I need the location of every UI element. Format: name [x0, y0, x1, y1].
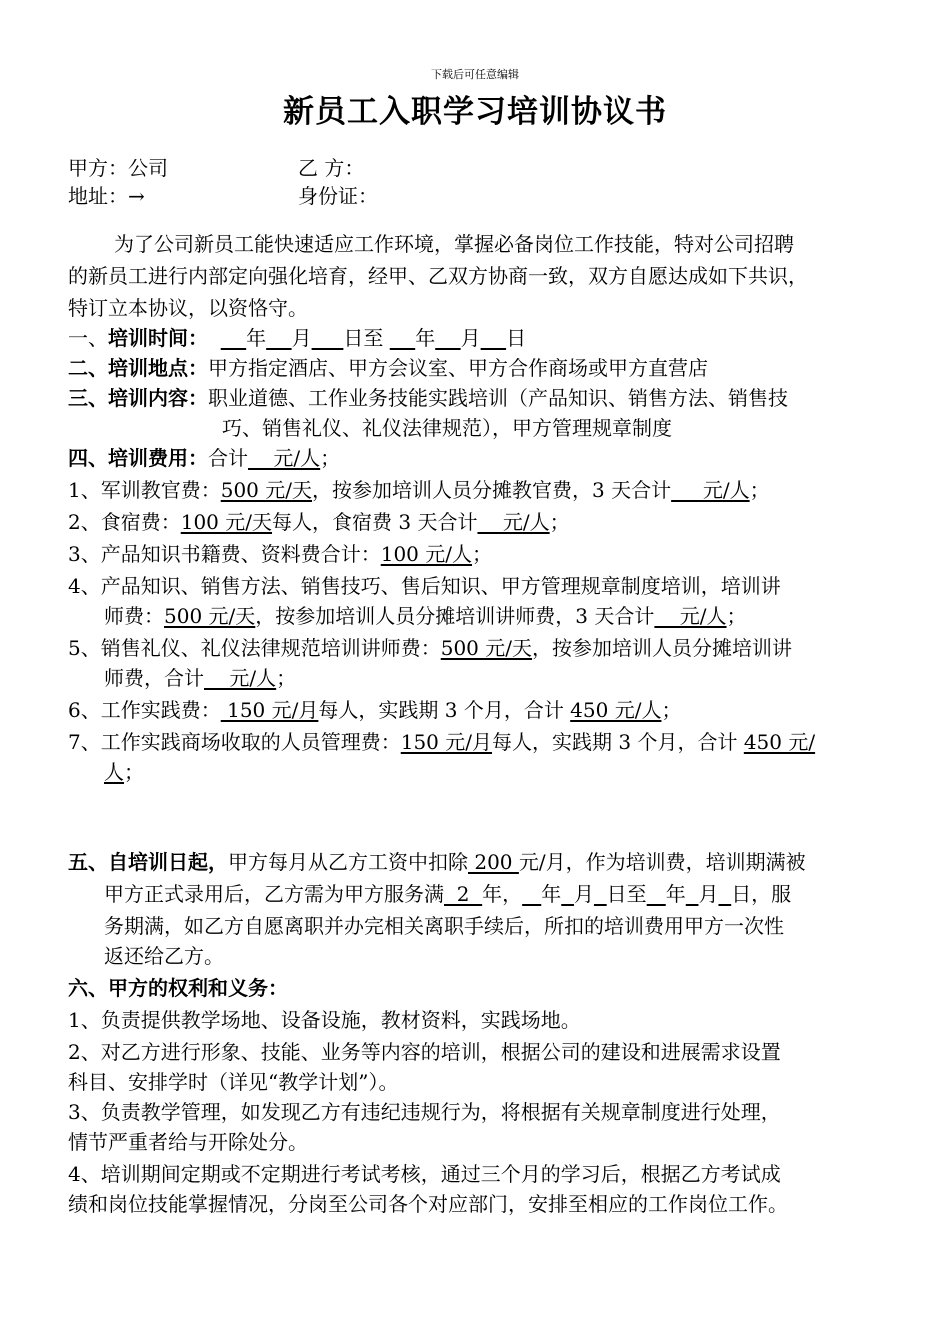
party-b-label: 乙 方： [298, 156, 365, 180]
intro-line-1: 为了公司新员工能快速适应工作环境，掌握必备岗位工作技能，特对公司招聘 [114, 232, 794, 256]
punctuation: ； [549, 510, 570, 534]
fee-2-label: 2、食宿费： [68, 510, 181, 534]
address-value: → [128, 184, 145, 208]
fee-7-rate: 150 元/月 [400, 730, 493, 754]
section-5-text: 日，服 [731, 882, 792, 906]
intro-line-3: 特订立本协议，以资恪守。 [68, 296, 308, 320]
month-text: 月 [291, 326, 312, 350]
section-4-training-fees [68, 442, 340, 474]
section-3-text-cont: 巧、销售礼仪、礼仪法律规范），甲方管理规章制度 [222, 416, 672, 440]
blank [594, 882, 607, 906]
document-title: 新员工入职学习培训协议书 [283, 94, 667, 130]
fee-2-rate: 100 元/天 [180, 510, 273, 534]
punctuation: ； [749, 478, 770, 502]
fee-1-rate: 500 元/天 [220, 478, 313, 502]
duty-item-3: 3、负责教学管理，如发现乙方有违纪违规行为，将根据有关规章制度进行处理， [68, 1100, 781, 1124]
blank [647, 882, 666, 906]
fee-3-total: 100 元/人 [380, 542, 473, 566]
fee-5-total: 元/人 [204, 666, 277, 690]
section-5-text: 甲方每月从乙方工资中扣除 [228, 850, 468, 874]
fee-3-label: 3、产品知识书籍费、资料费合计： [68, 542, 381, 566]
party-a-label: 甲方： [68, 156, 128, 180]
fee-6-total: 450 元/人 [570, 698, 662, 722]
section-5-text: 年， [482, 882, 523, 906]
section-2-training-location [68, 352, 708, 384]
section-5-text: 日至 [606, 882, 647, 906]
intro-line-2: 的新员工进行内部定向强化培育，经甲、乙双方协商一致，双方自愿达成如下共识， [68, 264, 808, 288]
fee-item-4: 4、产品知识、销售方法、销售技巧、售后知识、甲方管理规章制度培训，培训讲 [68, 574, 781, 598]
day-text: 日至 [343, 326, 390, 350]
fee-item-6 [68, 694, 681, 726]
watermark-text: 下载后可任意编辑 [431, 68, 519, 81]
fee-7-text: 每人，实践期 3 个月，合计 [492, 730, 744, 754]
monthly-deduction: 200 [468, 850, 519, 874]
section-5-line-3: 务期满，如乙方自愿离职并办完相关离职手续后，所扣的培训费用甲方一次性 [104, 914, 784, 938]
fee-item-7 [68, 726, 815, 758]
duty-item-1: 1、负责提供教学场地、设备设施，教材资料，实践场地。 [68, 1008, 581, 1032]
section-1-heading: 培训时间： [108, 326, 208, 350]
duty-item-2-cont: 科目、安排学时（详见“教学计划”）。 [68, 1070, 399, 1094]
fee-6-rate: 150 元/月 [220, 698, 319, 722]
section-1-training-time [68, 322, 526, 354]
party-a-value: 公司 [128, 156, 168, 180]
fee-item-2 [68, 506, 570, 538]
punctuation: ； [726, 604, 747, 628]
year-text: 年 [246, 326, 267, 350]
fee-1-total: 元/人 [671, 478, 750, 502]
section-6-heading: 六、甲方的权利和义务： [68, 976, 288, 1000]
duty-item-4-cont: 绩和岗位技能掌握情况，分岗至公司各个对应部门，安排至相应的工作岗位工作。 [68, 1192, 788, 1216]
fee-5-label: 5、销售礼仪、礼仪法律规范培训讲师费： [68, 636, 441, 660]
section-5-text: 元/月，作为培训费，培训期满被 [518, 850, 806, 874]
address-label: 地址： [68, 184, 128, 208]
address-line [68, 180, 145, 212]
fee-7-total: 450 元/ [743, 730, 816, 754]
blank [221, 326, 246, 350]
duty-item-4: 4、培训期间定期或不定期进行考试考核，通过三个月的学习后，根据乙方考试成 [68, 1162, 781, 1186]
fee-5-rate: 500 元/天 [440, 636, 533, 660]
fee-1-label: 1、军训教官费： [68, 478, 221, 502]
fee-4-text: ，按参加培训人员分摊培训讲师费，3 天合计 [255, 604, 655, 628]
section-5-text: 年 [541, 882, 562, 906]
section-3-training-content [68, 382, 788, 414]
section-5-text: 月 [573, 882, 594, 906]
punctuation: ； [124, 760, 144, 784]
day-text: 日 [506, 326, 527, 350]
blank [312, 326, 344, 350]
section-5-heading: 五、自培训日起， [68, 850, 228, 874]
section-4-text: 合计 [208, 446, 248, 470]
section-3-text: 职业道德、工作业务技能实践培训（产品知识、销售方法、销售技 [208, 386, 788, 410]
fee-4-label: 师费： [104, 604, 164, 628]
fee-6-text: 每人，实践期 3 个月，合计 [318, 698, 571, 722]
fee-4-rate: 500 元/天 [164, 604, 256, 628]
fee-1-text: ，按参加培训人员分摊教官费，3 天合计 [312, 478, 672, 502]
blank [435, 326, 460, 350]
punctuation: ； [276, 666, 297, 690]
total-fee-blank: 元/人 [248, 446, 321, 470]
blank [686, 882, 699, 906]
section-5-line-2 [104, 878, 791, 910]
section-3-heading: 三、培训内容： [68, 386, 208, 410]
fee-7-total-cont: 人 [104, 760, 124, 784]
fee-7-label: 7、工作实践商场收取的人员管理费： [68, 730, 401, 754]
month-text: 月 [460, 326, 481, 350]
duty-item-3-cont: 情节严重者给与开除处分。 [68, 1130, 308, 1154]
section-1-number: 一、 [68, 326, 108, 350]
punctuation: ； [472, 542, 493, 566]
blank [522, 882, 541, 906]
blank [481, 326, 506, 350]
section-5-text: 年 [665, 882, 686, 906]
duty-item-2: 2、对乙方进行形象、技能、业务等内容的培训，根据公司的建设和进展需求设置 [68, 1040, 781, 1064]
fee-4-total: 元/人 [654, 604, 727, 628]
section-4-heading: 四、培训费用： [68, 446, 208, 470]
section-2-text: 甲方指定酒店、甲方会议室、甲方合作商场或甲方直营店 [208, 356, 708, 380]
fee-item-4-cont [104, 600, 747, 632]
punctuation: ； [320, 446, 341, 470]
fee-item-5 [68, 632, 792, 664]
fee-5-text: ，按参加培训人员分摊培训讲 [532, 636, 793, 660]
section-5-line-1 [68, 846, 806, 878]
fee-2-text: 每人，食宿费 3 天合计 [272, 510, 478, 534]
fee-6-label: 6、工作实践费： [68, 698, 221, 722]
year-text: 年 [415, 326, 436, 350]
blank [718, 882, 731, 906]
fee-item-7-cont [104, 756, 144, 788]
punctuation: ； [661, 698, 682, 722]
section-5-text: 甲方正式录用后，乙方需为甲方服务满 [104, 882, 444, 906]
section-5-text: 月 [698, 882, 719, 906]
section-5-line-4: 返还给乙方。 [104, 944, 224, 968]
section-2-heading: 二、培训地点： [68, 356, 208, 380]
fee-2-total: 元/人 [477, 510, 550, 534]
id-label: 身份证： [298, 184, 378, 208]
blank [390, 326, 415, 350]
fee-item-3 [68, 538, 492, 570]
fee-item-1 [68, 474, 770, 506]
fee-item-5-cont [104, 662, 296, 694]
blank [561, 882, 574, 906]
service-years: 2 [444, 882, 483, 906]
blank [266, 326, 291, 350]
fee-5-text-cont: 师费，合计 [104, 666, 204, 690]
